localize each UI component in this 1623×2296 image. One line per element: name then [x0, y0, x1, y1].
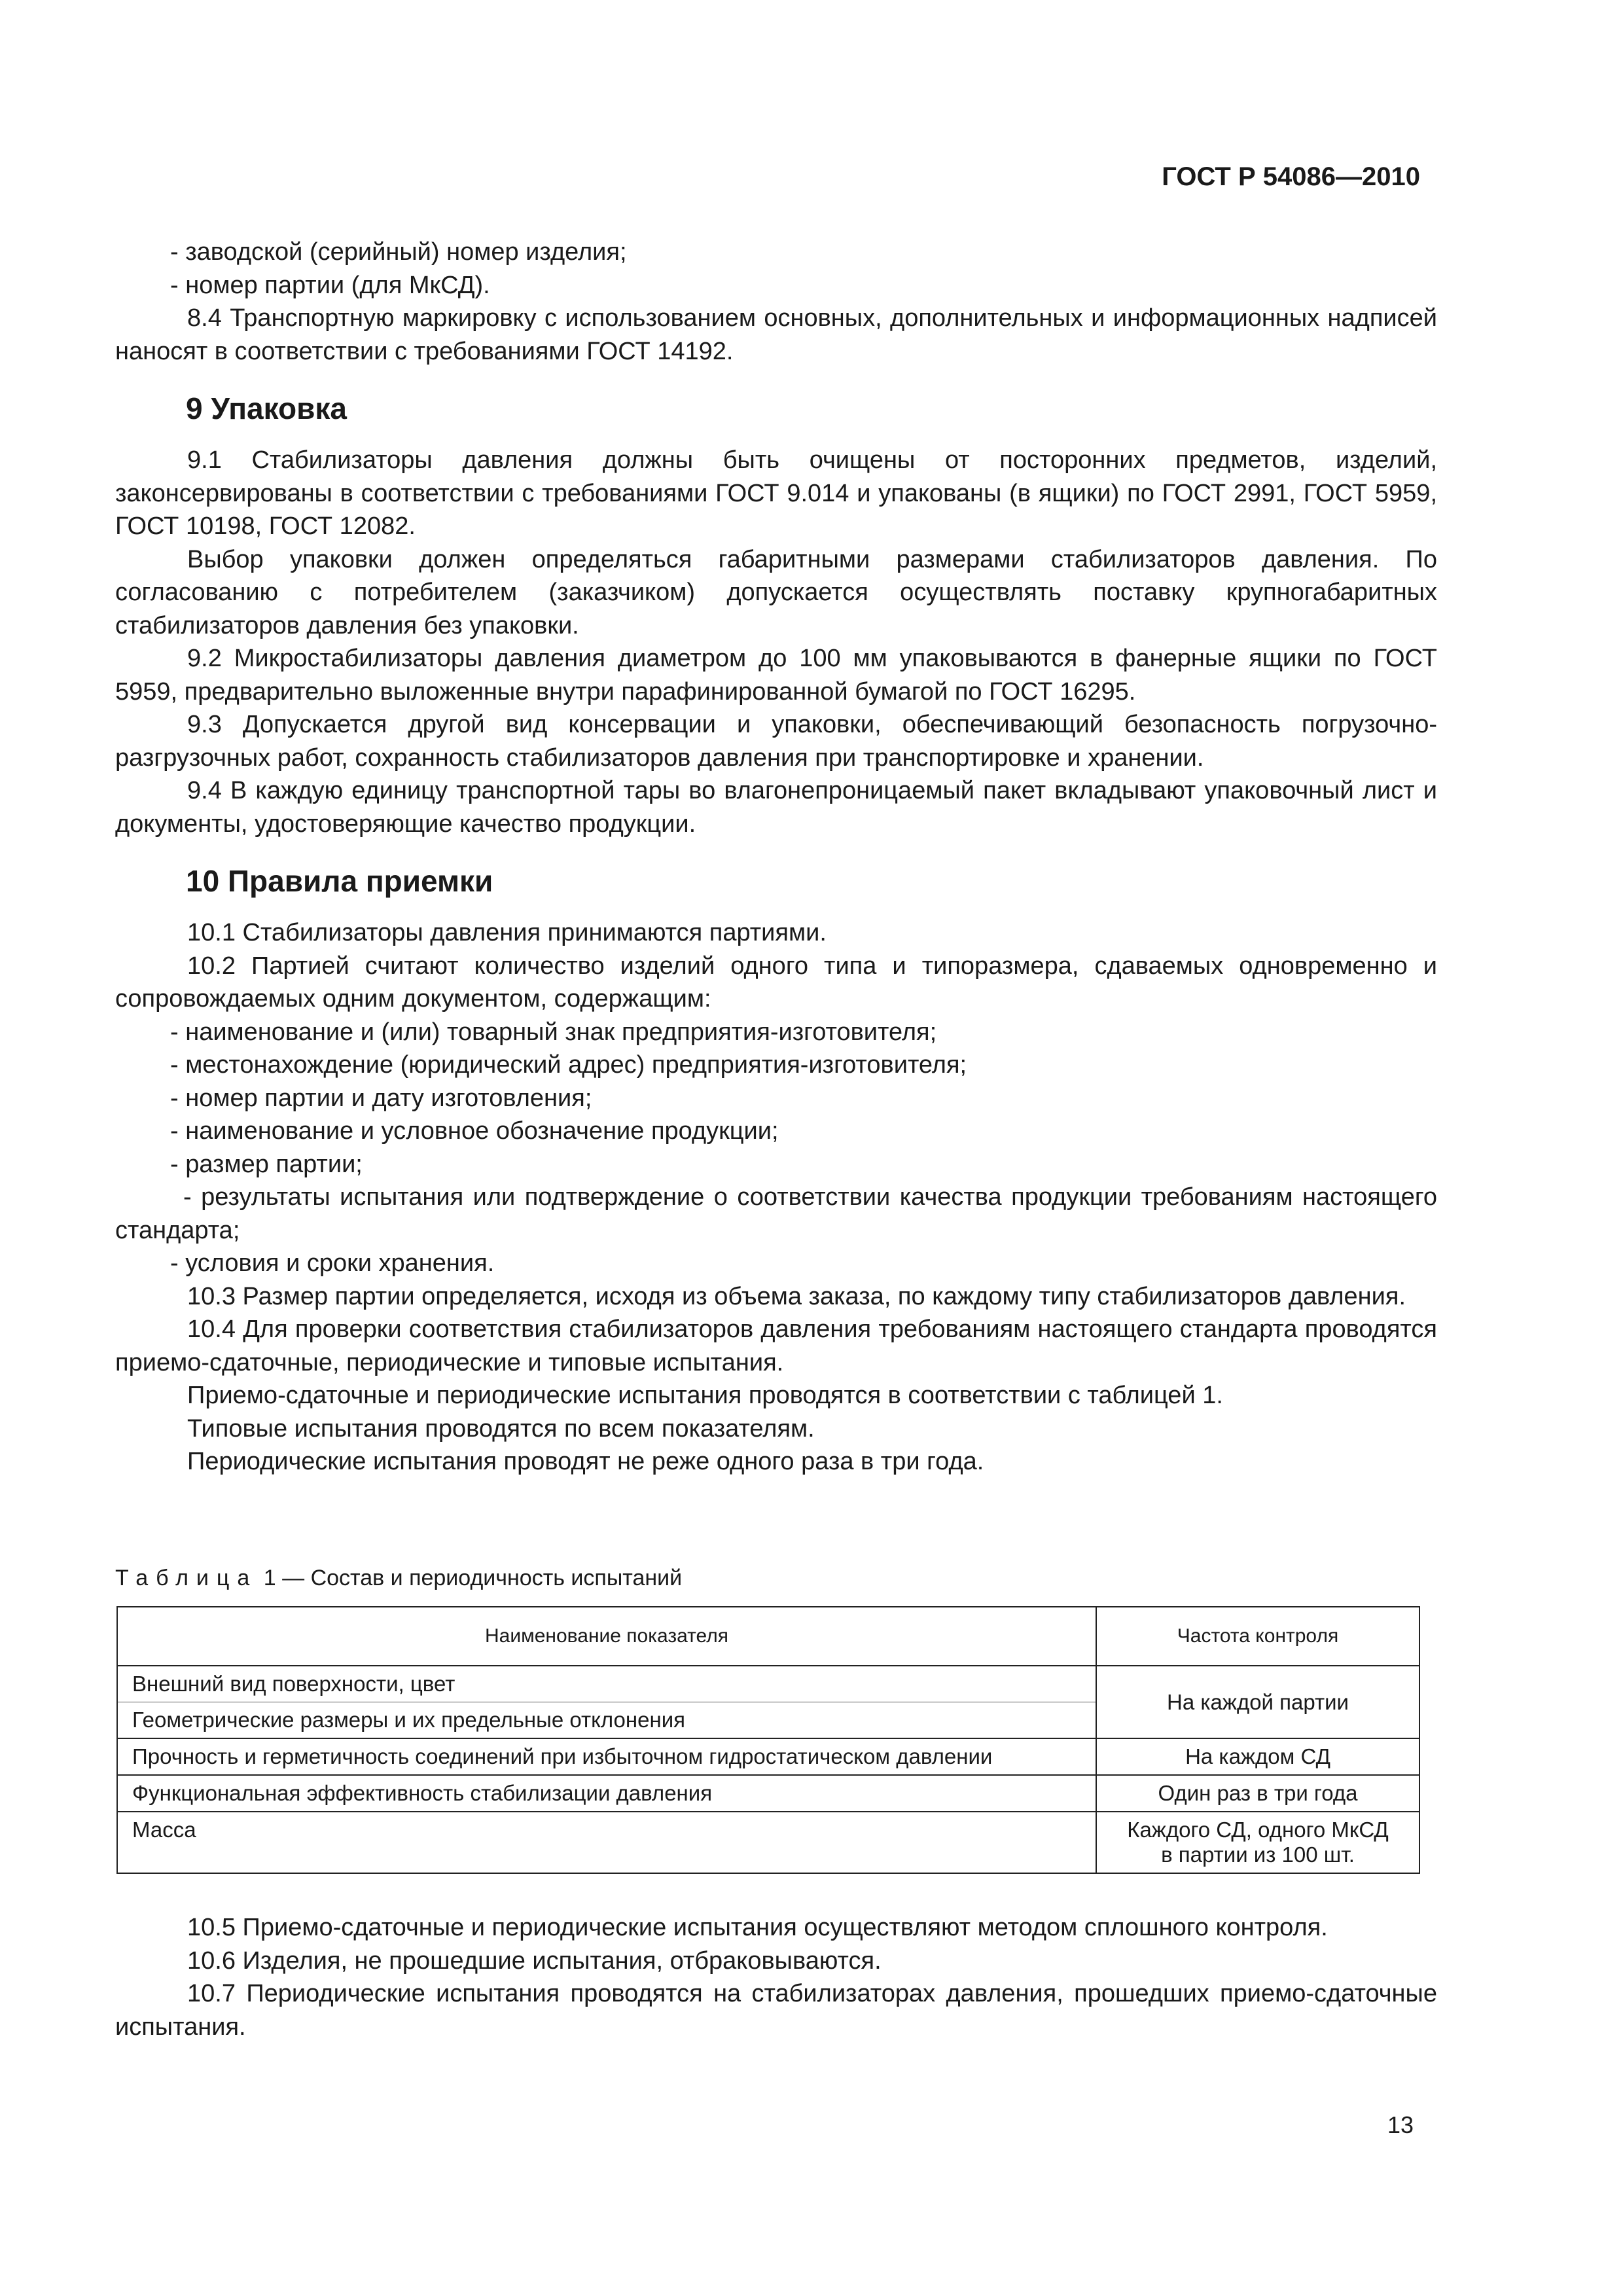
list-item: - наименование и условное обозначение продукции; — [170, 1117, 779, 1145]
table-cell: Геометрические размеры и их предельные отклонения — [117, 1702, 1096, 1739]
paragraph-10-1: 10.1 Стабилизаторы давления принимаются партиями. — [187, 919, 827, 946]
paragraph-9-1: 9.1 Стабилизаторы давления должны быть очищены от посторонних предметов, изделий, законсервированы в соответствии с требованиями ГОСТ 9.014 и упакованы (в ящики) по ГОСТ 2991, ГОСТ 5959, ГОСТ 10198, ГОСТ 12082. — [115, 446, 1437, 540]
paragraph-10-5: 10.5 Приемо-сдаточные и периодические испытания осуществляют методом сплошного контроля. — [187, 1914, 1328, 1941]
list-item: - наименование и (или) товарный знак предприятия-изготовителя; — [170, 1018, 937, 1046]
table-row — [117, 1812, 1419, 1873]
column-header-indicator: Наименование показателя — [117, 1607, 1096, 1666]
table-caption — [115, 1566, 682, 1591]
paragraph-8-4: 8.4 Транспортную маркировку с использованием основных, дополнительных и информационных надписей наносят в соответствии с требованиями ГОСТ 14192. — [115, 304, 1437, 365]
table-header-row — [117, 1607, 1419, 1666]
paragraph-9-1-b: Выбор упаковки должен определяться габаритными размерами стабилизаторов давления. По согласованию с потребителем (заказчиком) допускается осуществлять поставку крупногабаритных стабилизаторов давления без упаковки. — [115, 545, 1437, 639]
paragraph-10-4-a: Приемо-сдаточные и периодические испытания проводятся в соответствии с таблицей 1. — [187, 1382, 1223, 1409]
paragraph-9-2: 9.2 Микростабилизаторы давления диаметром до 100 мм упаковываются в фанерные ящики по ГОСТ 5959, предварительно выложенные внутри парафинированной бумагой по ГОСТ 16295. — [115, 645, 1437, 706]
list-item: - результаты испытания или подтверждение о соответствии качества продукции требованиям настоящего стандарта; — [115, 1183, 1437, 1244]
table-cell: Прочность и герметичность соединений при избыточном гидростатическом давлении — [117, 1738, 1096, 1775]
section-10-heading: 10 Правила приемки — [186, 864, 493, 898]
table-cell: Внешний вид поверхности, цвет — [117, 1666, 1096, 1702]
table-cell: На каждом СД — [1096, 1738, 1419, 1775]
list-item: - размер партии; — [170, 1150, 363, 1178]
main-text — [115, 236, 1437, 1479]
text-after-table — [115, 1911, 1437, 2043]
list-item: - номер партии (для МкСД). — [170, 271, 490, 299]
page-number: 13 — [1387, 2111, 1414, 2138]
table-row — [117, 1738, 1419, 1775]
table-cell: На каждой партии — [1096, 1666, 1419, 1738]
table-row — [117, 1666, 1419, 1702]
table-1 — [116, 1606, 1420, 1874]
table-row — [117, 1775, 1419, 1812]
table-cell-line: Каждого СД, одного МкСД — [1127, 1818, 1389, 1842]
paragraph-10-4-c: Периодические испытания проводят не реже одного раза в три года. — [187, 1448, 984, 1475]
table-cell: Функциональная эффективность стабилизации давления — [117, 1775, 1096, 1812]
table-cell-line: в партии из 100 шт. — [1161, 1842, 1355, 1867]
paragraph-9-3: 9.3 Допускается другой вид консервации и упаковки, обеспечивающий безопасность погрузочно-разгрузочных работ, сохранность стабилизаторов давления при транспортировке и хранении. — [115, 711, 1437, 772]
table-caption-word: Таблица — [115, 1566, 258, 1590]
paragraph-10-3: 10.3 Размер партии определяется, исходя из объема заказа, по каждому типу стабилизаторов давления. — [187, 1282, 1406, 1310]
list-item: - заводской (серийный) номер изделия; — [170, 238, 627, 266]
paragraph-10-2: 10.2 Партией считают количество изделий одного типа и типоразмера, сдаваемых одновременно и сопровождаемых одним документом, содержащим: — [115, 952, 1437, 1013]
list-item: - условия и сроки хранения. — [170, 1249, 495, 1277]
table-cell — [1096, 1812, 1419, 1873]
column-header-frequency: Частота контроля — [1096, 1607, 1419, 1666]
paragraph-10-4: 10.4 Для проверки соответствия стабилизаторов давления требованиям настоящего стандарта проводятся приемо-сдаточные, периодические и типовые испытания. — [115, 1316, 1437, 1376]
list-item: - номер партии и дату изготовления; — [170, 1084, 592, 1112]
paragraph-9-4: 9.4 В каждую единицу транспортной тары во влагонепроницаемый пакет вкладывают упаковочный лист и документы, удостоверяющие качество продукции. — [115, 777, 1437, 838]
paragraph-10-7: 10.7 Периодические испытания проводятся на стабилизаторах давления, прошедших приемо-сдаточные испытания. — [115, 1980, 1437, 2041]
table-cell: Один раз в три года — [1096, 1775, 1419, 1812]
list-item: - местонахождение (юридический адрес) предприятия-изготовителя; — [170, 1051, 967, 1079]
paragraph-10-4-b: Типовые испытания проводятся по всем показателям. — [187, 1414, 815, 1443]
document-code: ГОСТ Р 54086—2010 — [1162, 162, 1420, 191]
table-cell: Масса — [117, 1812, 1096, 1873]
section-9-heading: 9 Упаковка — [186, 391, 347, 425]
table-caption-text: 1 — Состав и периодичность испытаний — [263, 1566, 683, 1590]
paragraph-10-6: 10.6 Изделия, не прошедшие испытания, отбраковываются. — [187, 1946, 882, 1975]
